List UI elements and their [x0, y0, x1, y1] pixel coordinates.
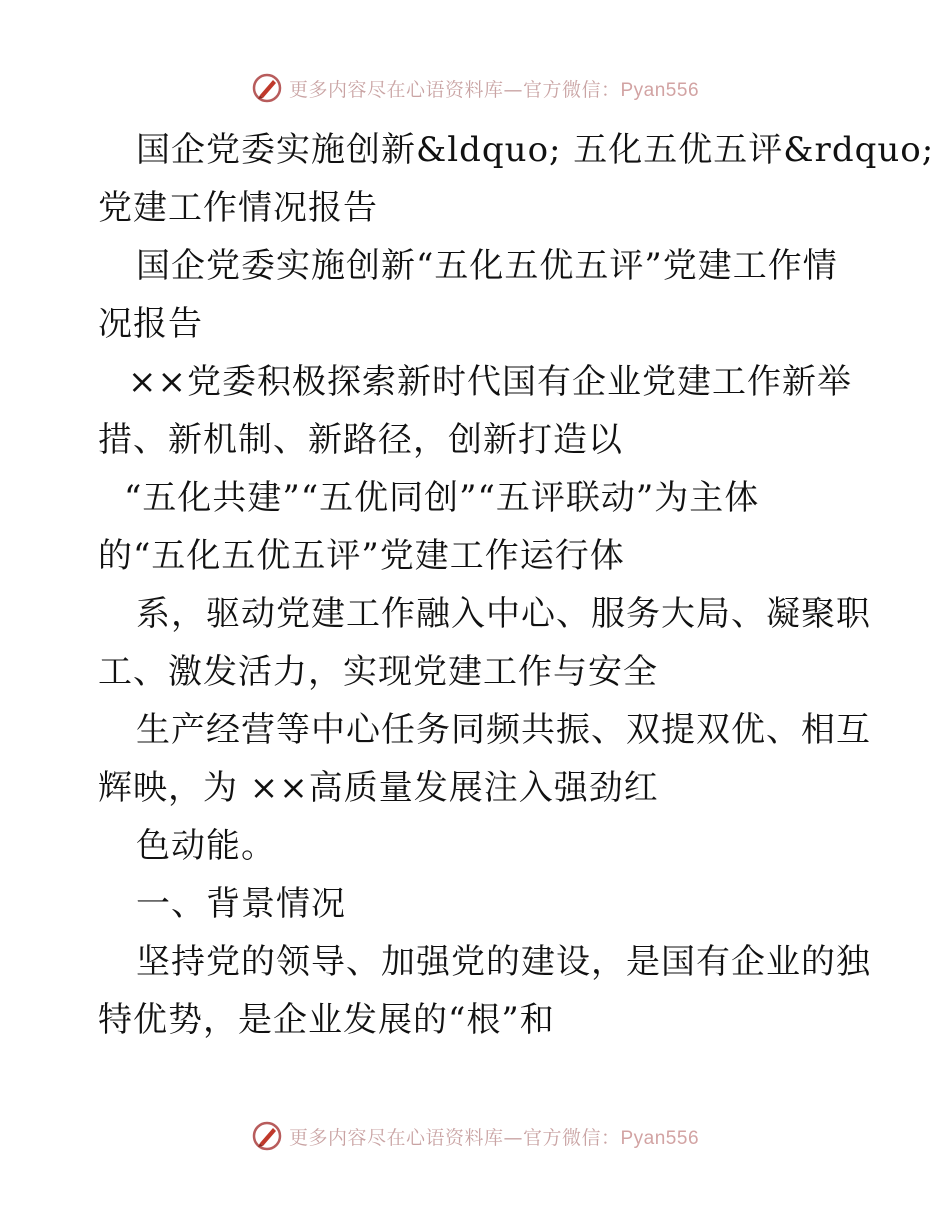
paragraph-line: 工、激发活力，实现党建工作与安全	[98, 652, 658, 692]
watermark-text: 更多内容尽在心语资料库—官方微信：	[288, 1126, 621, 1149]
title-line-2: 党建工作情况报告	[98, 188, 378, 228]
quill-pen-logo-icon	[251, 72, 283, 104]
paragraph-line: 坚持党的领导、加强党的建设，是国有企业的独	[136, 942, 871, 982]
paragraph-line: ××党委积极探索新时代国有企业党建工作新举	[128, 362, 852, 402]
title-line-1: 国企党委实施创新&ldquo; 五化五优五评&rdquo;	[136, 130, 935, 170]
header-watermark	[0, 72, 950, 104]
watermark-account: Pyan556	[620, 79, 700, 101]
paragraph-line: 生产经营等中心任务同频共振、双提双优、相互	[136, 710, 871, 750]
paragraph-line: 的“五化五优五评”党建工作运行体	[98, 536, 625, 576]
paragraph-line: 辉映，为 ××高质量发展注入强劲红	[98, 768, 659, 808]
subtitle-line-1: 国企党委实施创新“五化五优五评”党建工作情	[136, 246, 838, 286]
section-heading: 一、背景情况	[136, 884, 346, 924]
paragraph-line: 特优势，是企业发展的“根”和	[98, 1000, 555, 1040]
paragraph-line: “五化共建”“五优同创”“五评联动”为主体	[124, 478, 760, 518]
watermark-account: Pyan556	[620, 1127, 700, 1149]
footer-watermark	[0, 1120, 950, 1152]
watermark-text: 更多内容尽在心语资料库—官方微信：	[288, 78, 621, 101]
paragraph-line: 措、新机制、新路径，创新打造以	[98, 420, 623, 460]
subtitle-line-2: 况报告	[98, 304, 203, 344]
paragraph-line: 色动能。	[136, 826, 276, 866]
quill-pen-logo-icon	[251, 1120, 283, 1152]
paragraph-line: 系，驱动党建工作融入中心、服务大局、凝聚职	[136, 594, 871, 634]
